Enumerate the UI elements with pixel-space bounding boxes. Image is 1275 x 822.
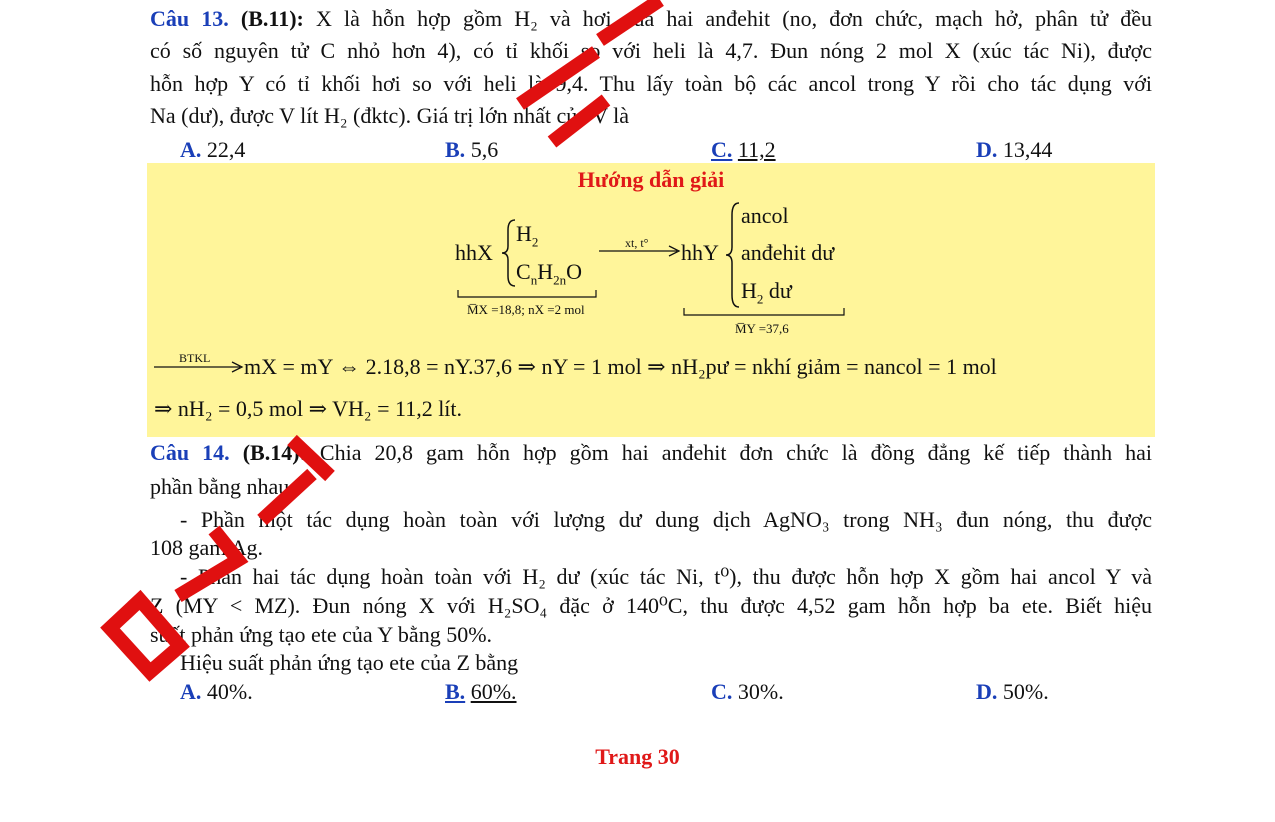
- hhx-underbrace: [457, 289, 597, 301]
- btkl-label: BTKL: [179, 351, 211, 365]
- hhy-label: hhY: [681, 240, 719, 265]
- solution-title: Hướng dẫn giải: [577, 167, 725, 192]
- hhy-aldehyde: anđehit dư: [741, 240, 835, 265]
- hhx-label: hhX: [455, 240, 493, 265]
- q13-ref: (B.11):: [240, 6, 304, 31]
- q14-line-2: phần bằng nhau:: [150, 474, 296, 499]
- hhx-brace: [501, 218, 517, 288]
- q14-option-b-correct: B. 60%.: [445, 679, 517, 704]
- hhy-brace: [725, 201, 741, 309]
- solution-equation-1: mX = mY ⇔ 2.18,8 = nY.37,6 ⇒ nY = 1 mol ⇒ nH₂pư = nkhí giảm = nancol = 1 mol: [244, 354, 997, 379]
- q14-line-5: - Phần hai tác dụng hoàn toàn với H₂ dư (xúc tác Ni, t⁰), thu được hỗn hợp X gồm hai ancol Y và: [180, 564, 1152, 589]
- q14-line-1: [150, 438, 1152, 468]
- q13-line-3: hỗn hợp Y có tỉ khối hơi so với heli là 9,4. Thu lấy toàn bộ các ancol trong Y rồi cho tác dụng với: [150, 71, 1152, 96]
- q14-line-7: suất phản ứng tạo ete của Y bằng 50%.: [150, 622, 493, 647]
- solution-box: [147, 163, 1155, 437]
- hhx-h2: $H_2$: [516, 221, 539, 250]
- reaction-arrow-label: xt, t°: [625, 236, 649, 250]
- solution-equation-2: ⇒ nH₂ = 0,5 mol ⇒ VH₂ = 11,2 lít.: [154, 396, 463, 421]
- q13-option-a: A. 22,4: [180, 137, 246, 162]
- hhy-underbrace: [683, 307, 845, 319]
- q13-option-d: D. 13,44: [976, 137, 1053, 162]
- q14-line-3: - Phần một tác dụng hoàn toàn với lượng dư dung dịch AgNO₃ trong NH₃ đun nóng, thu được: [180, 507, 1152, 532]
- q13-number: Câu 13.: [150, 6, 229, 31]
- hhy-ancol: ancol: [741, 203, 789, 228]
- btkl-arrow-icon: [154, 361, 244, 373]
- q14-line-6: Z (MY < MZ). Đun nóng X với H₂SO₄ đặc ở 140⁰C, thu được 4,52 gam hỗn hợp ba ete. Biết hiệu: [150, 593, 1152, 618]
- q13-line-1: [150, 4, 1152, 34]
- q14-line-4: 108 gam Ag.: [150, 535, 264, 560]
- q13-line-2: có số nguyên tử C nhỏ hơn 4), có tỉ khối so với heli là 4,7. Đun nóng 2 mol X (xúc tác Ni), được: [150, 38, 1152, 63]
- q14-option-c: C. 30%.: [711, 679, 784, 704]
- reaction-arrow-icon: [599, 245, 681, 257]
- q13-option-b: B. 5,6: [445, 137, 499, 162]
- q14-number: Câu 14.: [150, 440, 230, 465]
- q14-option-a: A. 40%.: [180, 679, 253, 704]
- hhy-note: M̅Y =37,6: [735, 321, 789, 336]
- hhy-h2: $H_2$ dư: [741, 278, 792, 307]
- q14-option-d: D. 50%.: [976, 679, 1049, 704]
- q14-line-8: Hiệu suất phản ứng tạo ete của Z bằng: [180, 650, 519, 675]
- q14-text-1: Chia 20,8 gam hỗn hợp gồm hai anđehit đơn chức là đồng đẳng kế tiếp thành hai: [319, 440, 1153, 465]
- q13-line-4: Na (dư), được V lít H₂ (đktc). Giá trị lớn nhất của V là: [150, 103, 630, 128]
- page-number: Trang 30: [595, 744, 680, 769]
- q14-ref: (B.14):: [242, 440, 307, 465]
- q13-text-1: X là hỗn hợp gồm H₂ và hơi của hai anđehit (no, đơn chức, mạch hở, phân tử đều: [316, 6, 1152, 31]
- q13-option-c-correct: C. 11,2: [711, 137, 776, 162]
- hhx-aldehyde-formula: $C_nH_{2n}O$: [516, 259, 582, 288]
- hhx-note: M̅X =18,8; nX =2 mol: [467, 302, 585, 317]
